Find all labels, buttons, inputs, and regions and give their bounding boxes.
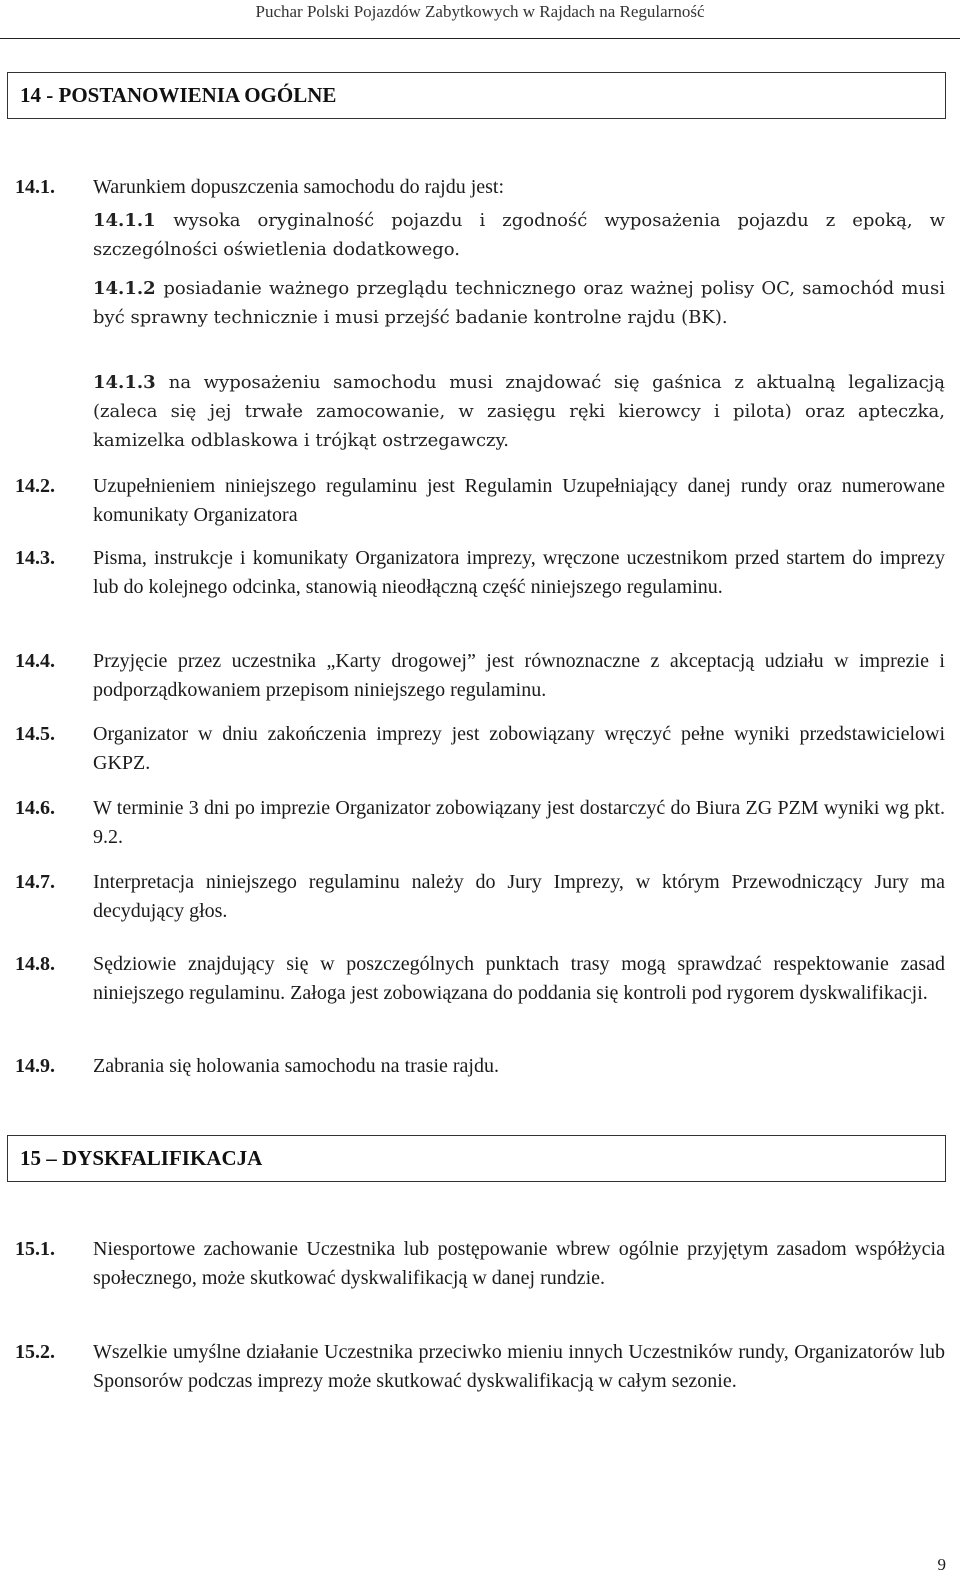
clause-number: 14.3.	[15, 547, 55, 569]
clause-14-9	[15, 1052, 945, 1081]
clause-number: 14.1.	[15, 176, 55, 198]
clause-number: 14.1.3	[93, 372, 169, 393]
clause-text: Sędziowie znajdujący się w poszczególnych punktach trasy mogą sprawdzać respektowanie zasad niniejszego regulaminu. Załoga jest zobowiązana do poddania się kontroli pod rygorem dyskwalifikacji.	[93, 953, 945, 1004]
running-header: Puchar Polski Pojazdów Zabytkowych w Rajdach na Regularność	[255, 2, 705, 21]
clause-number: 14.7.	[15, 871, 55, 893]
clause-14-6	[15, 794, 945, 852]
clause-14-1-1	[93, 206, 945, 264]
clause-14-1-2	[93, 274, 945, 332]
section-title: 14 - POSTANOWIENIA OGÓLNE	[20, 83, 337, 107]
clause-14-7	[15, 868, 945, 926]
section-title: 15 – DYSKFALIFIKACJA	[20, 1146, 263, 1170]
clause-number: 15.1.	[15, 1238, 55, 1260]
clause-14-8	[15, 950, 945, 1008]
clause-text: wysoka oryginalność pojazdu i zgodność wyposażenia pojazdu z epoką, w szczególności oświetlenia dodatkowego.	[93, 210, 945, 260]
clause-text: Wszelkie umyślne działanie Uczestnika przeciwko mieniu innych Uczestników rundy, Organizatorów lub Sponsorów podczas imprezy może skutkować dyskwalifikacją w całym sezonie.	[93, 1341, 945, 1392]
clause-14-5	[15, 720, 945, 778]
clause-number: 14.4.	[15, 650, 55, 672]
clause-text: Organizator w dniu zakończenia imprezy jest zobowiązany wręczyć pełne wyniki przedstawicielowi GKPZ.	[93, 723, 945, 774]
clause-number: 14.2.	[15, 475, 55, 497]
clause-text: na wyposażeniu samochodu musi znajdować się gaśnica z aktualną legalizacją (zaleca się jej trwałe zamocowanie, w zasięgu ręki kierowcy i pilota) oraz apteczka, kamizelka odblaskowa i trójkąt ostrzegawczy.	[93, 372, 945, 451]
clause-number: 14.6.	[15, 797, 55, 819]
clause-text: posiadanie ważnego przeglądu technicznego oraz ważnej polisy OC, samochód musi być sprawny technicznie i musi przejść badanie kontrolne rajdu (BK).	[93, 278, 945, 328]
clause-number: 14.5.	[15, 723, 55, 745]
section-heading-15	[7, 1135, 946, 1182]
section-heading-14	[7, 72, 946, 119]
clause-14-2	[15, 472, 945, 530]
clause-15-2	[15, 1338, 945, 1396]
clause-number: 14.8.	[15, 953, 55, 975]
clause-14-4	[15, 647, 945, 705]
clause-text: Przyjęcie przez uczestnika „Karty drogowej” jest równoznaczne z akceptacją udziału w imprezie i podporządkowaniem przepisom niniejszego regulaminu.	[93, 650, 945, 701]
page-number: 9	[937, 1555, 946, 1574]
clause-number: 14.1.2	[93, 278, 164, 299]
clause-14-1-3	[93, 368, 945, 455]
clause-text: W terminie 3 dni po imprezie Organizator zobowiązany jest dostarczyć do Biura ZG PZM wyniki wg pkt. 9.2.	[93, 797, 945, 848]
clause-15-1	[15, 1235, 945, 1293]
clause-14-1	[15, 173, 945, 202]
clause-text: Warunkiem dopuszczenia samochodu do rajdu jest:	[93, 176, 505, 198]
header-rule	[0, 38, 960, 39]
clause-text: Interpretacja niniejszego regulaminu należy do Jury Imprezy, w którym Przewodniczący Jury ma decydujący głos.	[93, 871, 945, 922]
clause-text: Pisma, instrukcje i komunikaty Organizatora imprezy, wręczone uczestnikom przed startem do imprezy lub do kolejnego odcinka, stanowią nieodłączną część niniejszego regulaminu.	[93, 547, 945, 598]
clause-text: Niesportowe zachowanie Uczestnika lub postępowanie wbrew ogólnie przyjętym zasadom współżycia społecznego, może skutkować dyskwalifikacją w danej rundzie.	[93, 1238, 945, 1289]
clause-number: 15.2.	[15, 1341, 55, 1363]
clause-number: 14.9.	[15, 1055, 55, 1077]
clause-text: Zabrania się holowania samochodu na trasie rajdu.	[93, 1055, 499, 1077]
clause-number: 14.1.1	[93, 210, 174, 231]
clause-text: Uzupełnieniem niniejszego regulaminu jest Regulamin Uzupełniający danej rundy oraz numerowane komunikaty Organizatora	[93, 475, 945, 526]
clause-14-3	[15, 544, 945, 602]
